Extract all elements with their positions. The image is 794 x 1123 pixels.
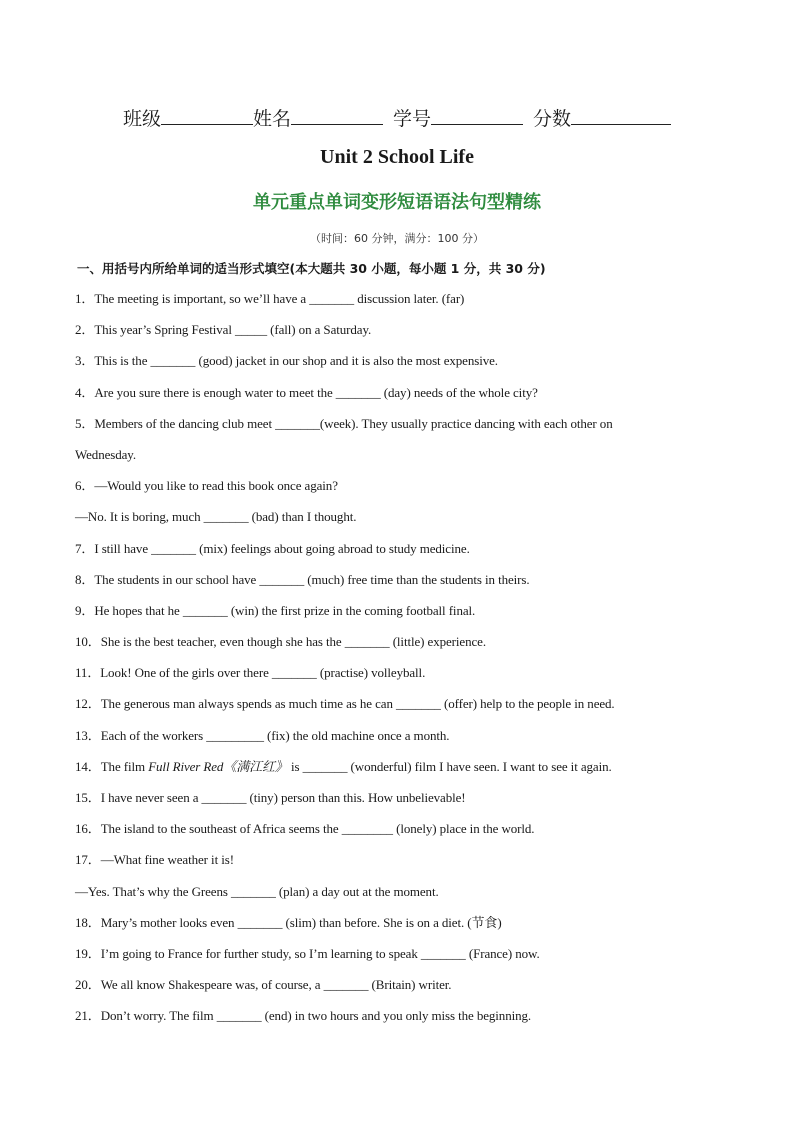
question-text: We all know Shakespeare was, of course, a _______ (Britain) writer. <box>100 977 452 993</box>
question-number: 1． <box>75 291 95 306</box>
score-label: 分数 <box>533 108 572 130</box>
question-number: 12． <box>75 696 101 712</box>
question-line <box>75 815 675 846</box>
name-blank[interactable] <box>291 107 383 125</box>
question-text: She is the best teacher, even though she has the _______ (little) experience. <box>100 634 486 650</box>
question-number: 17． <box>75 852 101 868</box>
page-title: Unit 2 School Life <box>320 146 474 168</box>
question-text: Look! One of the girls over there _______ (practise) volleyball. <box>100 665 426 681</box>
question-text: I’m going to France for further study, so I’m learning to speak _______ (France) now. <box>100 945 540 961</box>
question-text: I still have _______ (mix) feelings about going abroad to study medicine. <box>94 540 470 556</box>
film-title: Full River Red《满江红》 <box>148 758 288 774</box>
score-field <box>533 104 671 131</box>
question-number: 2． <box>75 322 95 338</box>
question-line <box>75 597 675 628</box>
question-number: 4． <box>75 384 95 400</box>
question-text: Each of the workers _________ (fix) the old machine once a month. <box>100 727 450 743</box>
question-number: 10． <box>75 634 101 650</box>
question-list <box>75 285 675 1034</box>
name-field <box>253 104 383 131</box>
question-line <box>75 316 675 347</box>
question-line <box>75 784 675 815</box>
question-text: The students in our school have _______ (much) free time than the students in theirs. <box>94 571 530 587</box>
question-text: —What fine weather it is! <box>100 852 234 868</box>
question-number: 14． <box>75 758 101 774</box>
name-label: 姓名 <box>252 108 291 130</box>
question-number: 18． <box>75 914 101 930</box>
question-number: 15． <box>75 790 101 805</box>
question-number: 16． <box>75 821 101 837</box>
question-text: The island to the southeast of Africa seems the ________ (lonely) place in the world. <box>100 821 535 837</box>
question-number: 13． <box>75 727 101 743</box>
question-number: 9． <box>75 602 95 618</box>
question-text: This is the _______ (good) jacket in our shop and it is also the most expensive. <box>94 353 498 369</box>
question-text: Are you sure there is enough water to meet the _______ (day) needs of the whole city? <box>94 384 538 400</box>
question-text: is _______ (wonderful) film I have seen. I want to see it again. <box>287 758 612 774</box>
question-number: 8． <box>75 571 95 587</box>
question-line <box>75 909 675 940</box>
score-blank[interactable] <box>571 107 671 125</box>
question-number: 7． <box>75 540 95 556</box>
question-line <box>75 535 675 566</box>
section-heading: 一、用括号内所给单词的适当形式填空(本大题共 30 小题，每小题 1 分，共 30 分) <box>77 261 546 276</box>
question-line <box>75 659 675 690</box>
question-line <box>75 940 675 971</box>
class-field <box>123 104 253 131</box>
question-text: This year’s Spring Festival _____ (fall) on a Saturday. <box>94 322 372 338</box>
question-line <box>75 971 675 1002</box>
question-text: Don’t worry. The film _______ (end) in two hours and you only miss the beginning. <box>100 1008 532 1024</box>
question-line <box>75 410 675 441</box>
question-continuation-line <box>75 878 675 909</box>
question-text: The meeting is important, so we’ll have a _______ discussion later. (far) <box>94 291 465 306</box>
question-text: The generous man always spends as much time as he can _______ (offer) help to the people in need. <box>100 696 615 712</box>
question-line <box>75 846 675 877</box>
question-text: Wednesday. <box>75 446 137 462</box>
question-text: Members of the dancing club meet _______(week). They usually practice dancing with each other on <box>94 415 613 431</box>
question-number: 21． <box>75 1008 101 1024</box>
question-text: Mary’s mother looks even _______ (slim) than before. She is on a diet. (节食) <box>100 914 502 930</box>
question-line <box>75 347 675 378</box>
question-line <box>75 379 675 410</box>
class-blank[interactable] <box>161 107 253 125</box>
question-continuation-line <box>75 503 675 534</box>
question-number: 11． <box>75 665 101 681</box>
question-text: —Would you like to read this book once again? <box>94 478 338 494</box>
question-line <box>75 753 675 784</box>
student-no-blank[interactable] <box>431 107 523 125</box>
question-text: —Yes. That’s why the Greens _______ (plan) a day out at the moment. <box>75 883 439 899</box>
question-line <box>75 628 675 659</box>
question-number: 5． <box>75 415 95 431</box>
class-label: 班级 <box>122 108 161 130</box>
time-note: （时间：60 分钟，满分：100 分） <box>310 232 484 245</box>
question-line <box>75 285 675 316</box>
question-line <box>75 472 675 503</box>
question-number: 3． <box>75 353 95 369</box>
question-text: I have never seen a _______ (tiny) person than this. How unbelievable! <box>100 790 466 805</box>
question-text: —No. It is boring, much _______ (bad) than I thought. <box>75 509 357 525</box>
question-line <box>75 690 675 721</box>
question-line <box>75 1002 675 1033</box>
question-number: 20． <box>75 977 101 993</box>
question-line <box>75 722 675 753</box>
question-number: 19． <box>75 945 101 961</box>
student-no-field <box>393 104 523 131</box>
question-number: 6． <box>75 478 95 494</box>
student-info-header <box>0 104 794 131</box>
question-continuation-line <box>75 441 675 472</box>
page-subtitle: 单元重点单词变形短语语法句型精练 <box>253 192 541 213</box>
student-no-label: 学号 <box>393 108 432 130</box>
question-line <box>75 566 675 597</box>
question-text: He hopes that he _______ (win) the first prize in the coming football final. <box>94 602 476 618</box>
question-text-prefix: The film <box>100 758 149 774</box>
